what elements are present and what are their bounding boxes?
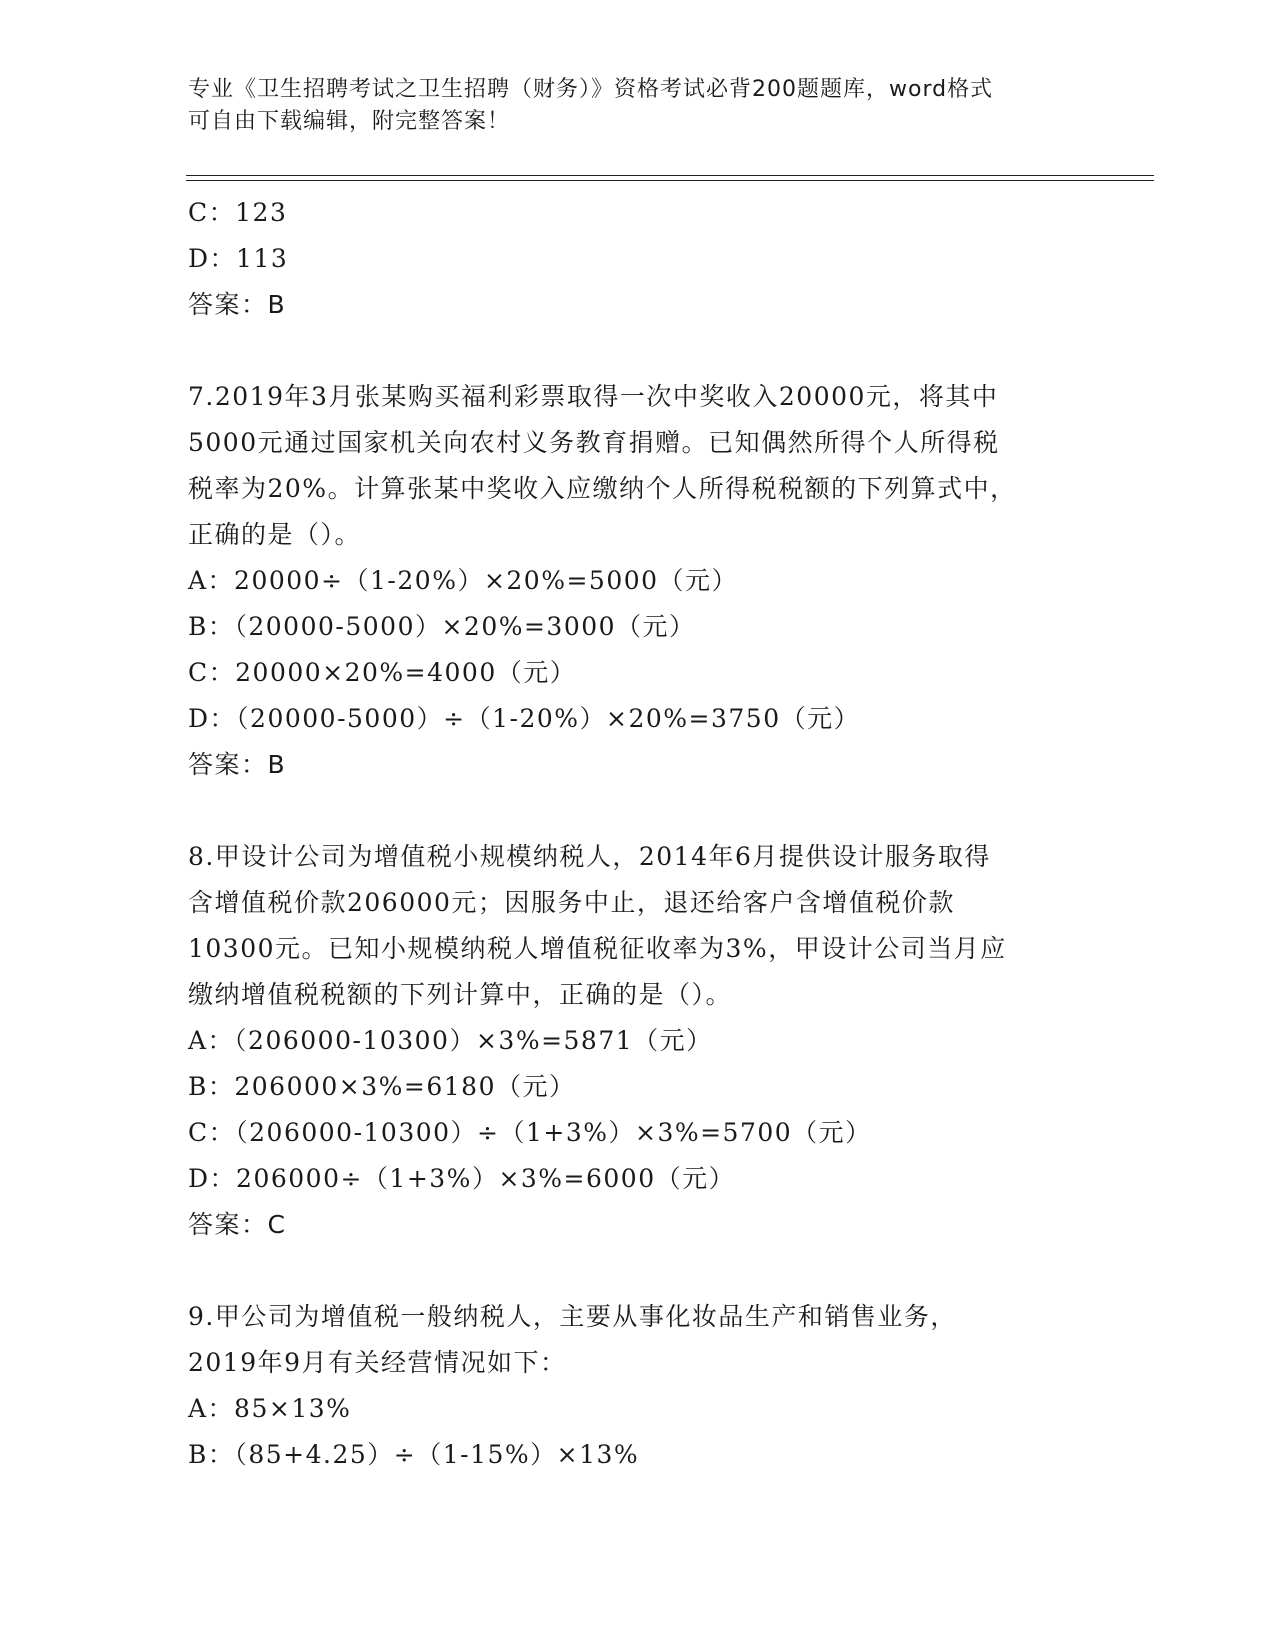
question-text-line: 9.甲公司为增值税一般纳税人，主要从事化妆品生产和销售业务， (188, 1302, 957, 1331)
question-text-line: 2019年9月有关经营情况如下： (188, 1348, 567, 1377)
option-d: D：206000÷（1+3%）×3%=6000（元） (188, 1164, 736, 1193)
header-line-1: 专业《卫生招聘考试之卫生招聘（财务）》资格考试必背200题题库，word格式 (188, 77, 994, 102)
question-text-line: 10300元。已知小规模纳税人增值税征收率为3%，甲设计公司当月应 (188, 934, 1007, 963)
answer-label: 答案：C (188, 1210, 287, 1239)
option-b: B：206000×3%=6180（元） (188, 1072, 576, 1101)
spacer (188, 788, 1088, 834)
header-divider-top (186, 175, 1154, 176)
option-a: A：20000÷（1-20%）×20%=5000（元） (188, 566, 739, 595)
question-text-line: 税率为20%。计算张某中奖收入应缴纳个人所得税税额的下列算式中， (188, 474, 1017, 503)
question-7 (188, 374, 1088, 788)
question-text-line: 正确的是（）。 (188, 520, 362, 549)
header-divider-bottom (186, 180, 1154, 181)
option-a: A：（206000-10300）×3%=5871（元） (188, 1026, 713, 1055)
header-line-2: 可自由下载编辑，附完整答案！ (188, 109, 511, 134)
option-d: D：113 (188, 244, 289, 273)
document-header (188, 74, 1088, 138)
option-d: D：（20000-5000）÷（1-20%）×20%=3750（元） (188, 704, 861, 733)
option-b: B：（85+4.25）÷（1-15%）×13% (188, 1440, 640, 1469)
option-a: A：85×13% (188, 1394, 352, 1423)
question-text-line: 含增值税价款206000元；因服务中止，退还给客户含增值税价款 (188, 888, 955, 917)
question-text-line: 缴纳增值税税额的下列计算中，正确的是（）。 (188, 980, 733, 1009)
option-b: B：（20000-5000）×20%=3000（元） (188, 612, 696, 641)
option-c: C：（206000-10300）÷（1+3%）×3%=5700（元） (188, 1118, 872, 1147)
question-text-line: 8.甲设计公司为增值税小规模纳税人，2014年6月提供设计服务取得 (188, 842, 991, 871)
question-9 (188, 1294, 1088, 1478)
question-8 (188, 834, 1088, 1248)
question-6-tail (188, 190, 1088, 328)
answer-label: 答案：B (188, 750, 287, 779)
option-c: C：20000×20%=4000（元） (188, 658, 577, 687)
question-text-line: 5000元通过国家机关向农村义务教育捐赠。已知偶然所得个人所得税 (188, 428, 1000, 457)
answer-label: 答案：B (188, 290, 287, 319)
question-body (188, 190, 1088, 1478)
question-text-line: 7.2019年3月张某购买福利彩票取得一次中奖收入20000元，将其中 (188, 382, 999, 411)
spacer (188, 1248, 1088, 1294)
spacer (188, 328, 1088, 374)
option-c: C：123 (188, 198, 288, 227)
